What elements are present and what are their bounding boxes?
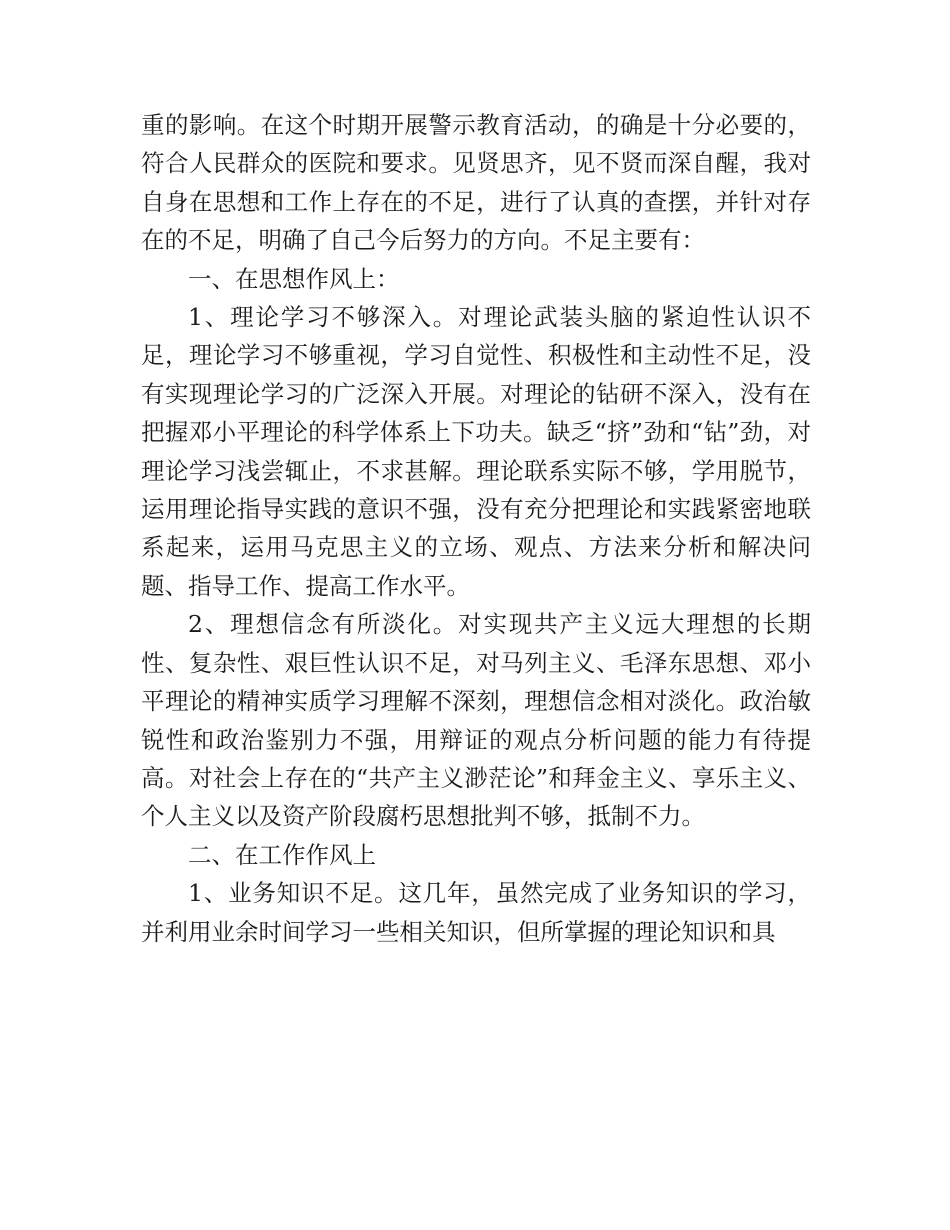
paragraph-ideals-beliefs: 2、理想信念有所淡化。对实现共产主义远大理想的长期性、复杂性、艰巨性认识不足，对马列主义、毛泽东思想、邓小平理论的精神实质学习理解不深刻，理想信念相对淡化。政治敏锐性和政治鉴别力不强，用辩证的观点分析问题的能力有待提高。对社会上存在的“共产主义渺茫论”和拜金主义、享乐主义、个人主义以及资产阶段腐朽思想批判不够，抵制不力。 bbox=[141, 610, 811, 831]
paragraph-theory-study: 1、理论学习不够深入。对理论武装头脑的紧迫性认识不足，理论学习不够重视，学习自觉性、积极性和主动性不足，没有实现理论学习的广泛深入开展。对理论的钻研不深入，没有在把握邓小平理论的科学体系上下功夫。缺乏“挤”劲和“钻”劲，对理论学习浅尝辄止，不求甚解。理论联系实际不够，学用脱节，运用理论指导实践的意识不强，没有充分把理论和实践紧密地联系起来，运用马克思主义的立场、观点、方法来分析和解决问题、指导工作、提高工作水平。 bbox=[141, 303, 811, 600]
section-heading-work-style: 二、在工作作风上 bbox=[188, 840, 376, 869]
paragraph-business-knowledge: 1、业务知识不足。这几年，虽然完成了业务知识的学习，并利用业余时间学习一些相关知识，但所掌握的理论知识和具 bbox=[141, 879, 811, 946]
section-heading-thinking-style: 一、在思想作风上： bbox=[188, 264, 400, 293]
document-body bbox=[141, 106, 811, 951]
intro-paragraph: 重的影响。在这个时期开展警示教育活动，的确是十分必要的，符合人民群众的医院和要求。见贤思齐，见不贤而深自醒，我对自身在思想和工作上存在的不足，进行了认真的查摆，并针对存在的不足，明确了自己今后努力的方向。不足主要有： bbox=[141, 111, 811, 255]
